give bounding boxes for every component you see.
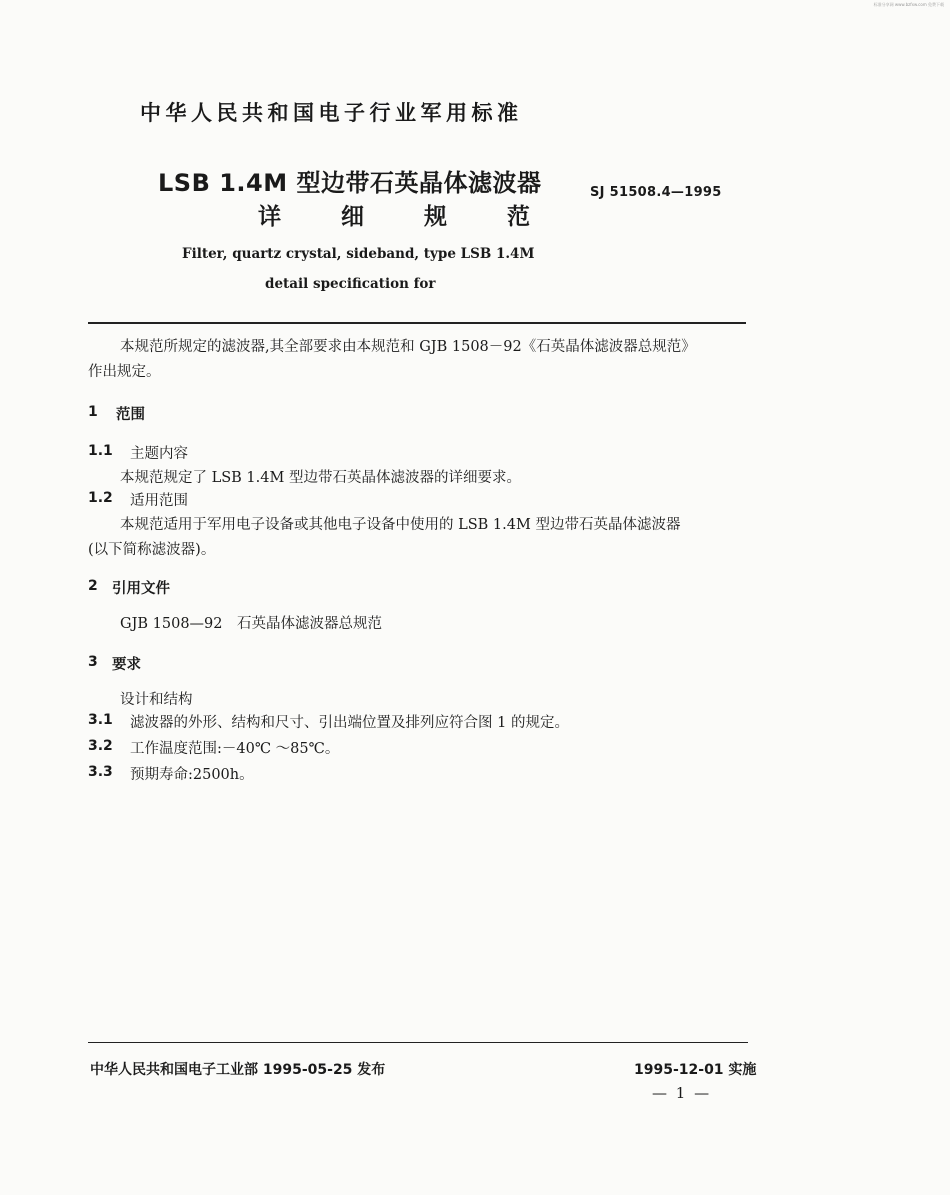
subsection-heading: 设计和结构 (120, 692, 193, 708)
section-number: 3.2 (88, 738, 113, 754)
document-title: LSB 1.4M 型边带石英晶体滤波器 (158, 169, 542, 197)
organization-title: 中华人民共和国电子行业军用标准 (140, 101, 523, 125)
subsection-heading: 主题内容 (130, 446, 188, 462)
requirement-text: 滤波器的外形、结构和尺寸、引出端位置及排列应符合图 1 的规定。 (130, 715, 569, 731)
english-title: Filter, quartz crystal, sideband, type LSB 1.4M (182, 246, 535, 262)
subsection-heading: 适用范围 (130, 493, 188, 509)
intro-paragraph-cont: 作出规定。 (88, 364, 161, 380)
section-number: 1.2 (88, 490, 113, 506)
section-number: 1.1 (88, 443, 113, 459)
section-number: 2 (88, 578, 98, 594)
section-heading: 引用文件 (112, 580, 170, 597)
section-number: 3.1 (88, 712, 113, 728)
reference-item: GJB 1508—92 石英晶体滤波器总规范 (120, 616, 383, 632)
requirement-text: 工作温度范围:－40℃ ～85℃。 (130, 741, 340, 757)
header-divider (88, 322, 746, 324)
section-number: 3.3 (88, 764, 113, 780)
issue-statement: 中华人民共和国电子工业部 1995-05-25 发布 (90, 1062, 386, 1078)
footer-divider (88, 1042, 748, 1043)
corner-watermark: 标准分享网 www.bzfxw.com 免费下载 (873, 2, 944, 7)
standard-number: SJ 51508.4—1995 (590, 185, 722, 200)
subsection-text-cont: (以下简称滤波器)。 (88, 542, 216, 558)
english-subtitle: detail specification for (265, 276, 436, 292)
section-number: 1 (88, 404, 98, 420)
subsection-text: 本规范规定了 LSB 1.4M 型边带石英晶体滤波器的详细要求。 (120, 470, 521, 486)
subsection-text: 本规范适用于军用电子设备或其他电子设备中使用的 LSB 1.4M 型边带石英晶体滤波器 (120, 517, 681, 533)
intro-paragraph: 本规范所规定的滤波器,其全部要求由本规范和 GJB 1508－92《石英晶体滤波器总规范》 (120, 339, 696, 355)
document-subtitle: 详 细 规 范 (258, 204, 557, 230)
page-number: — 1 — (652, 1084, 712, 1102)
section-number: 3 (88, 654, 98, 670)
requirement-text: 预期寿命:2500h。 (130, 767, 254, 783)
section-heading: 范围 (116, 406, 145, 423)
effective-date: 1995-12-01 实施 (634, 1062, 757, 1078)
section-heading: 要求 (112, 656, 141, 673)
